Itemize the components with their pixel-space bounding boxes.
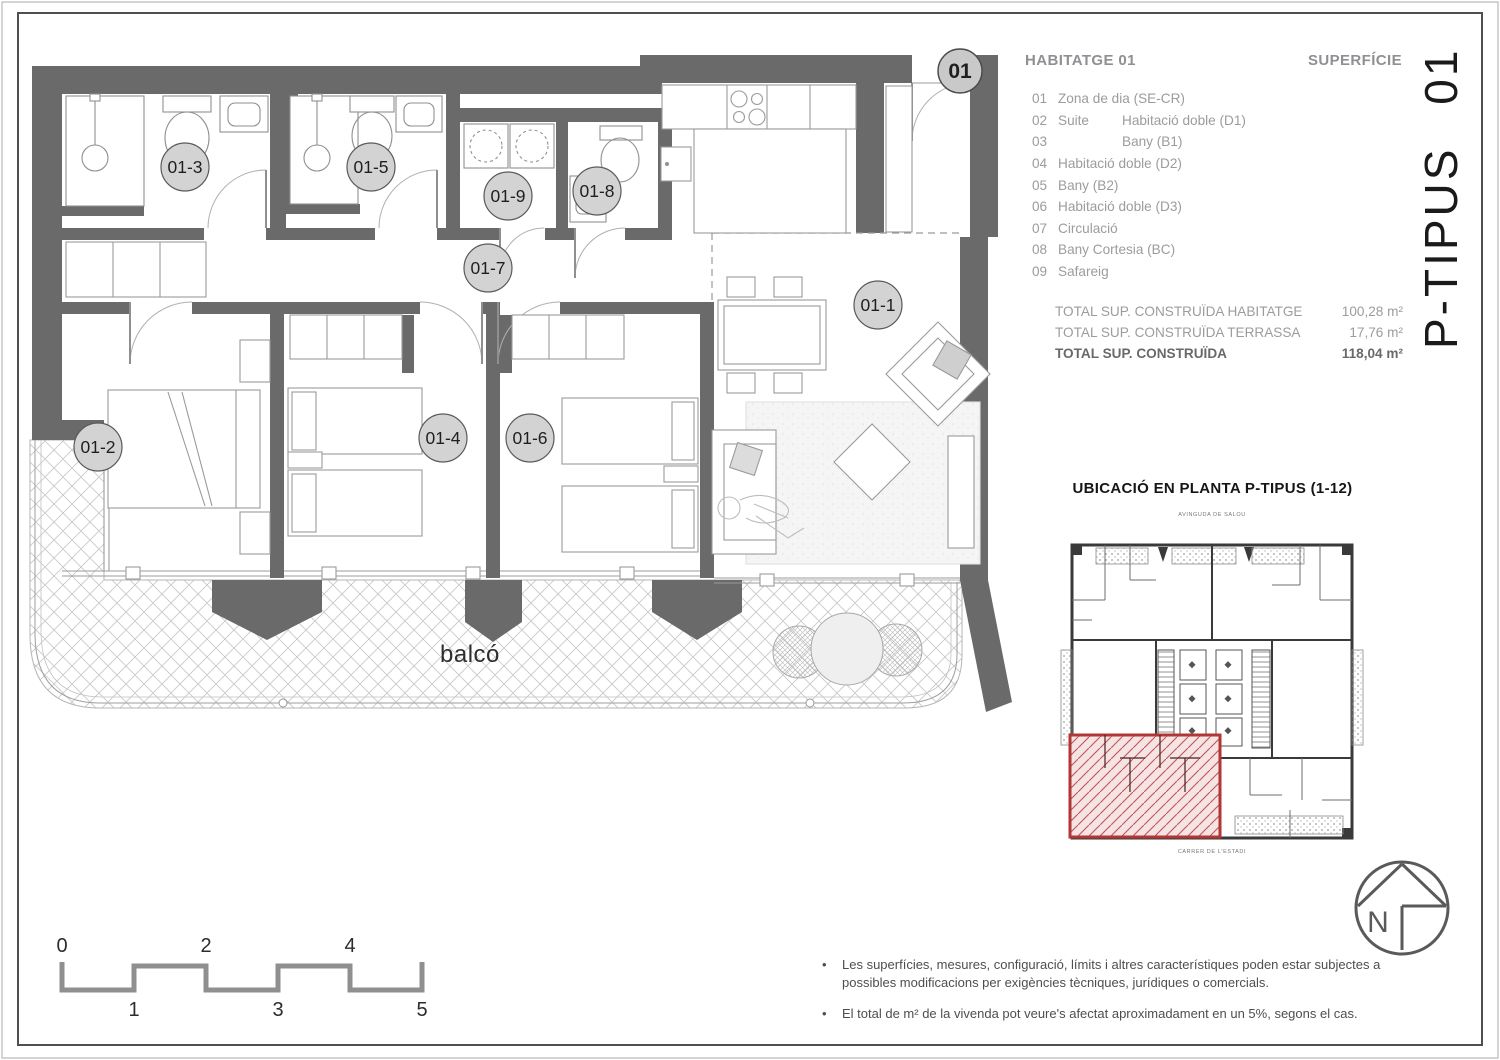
sink-01-5 [396,96,442,132]
balcony-label: balcó [440,641,500,668]
core [1158,650,1270,748]
total-row: TOTAL SUP. CONSTRUÏDA TERRASSA 17,76 m² [1055,325,1403,340]
legend-row: 06 Habitació doble (D3) [1032,199,1182,215]
scale-bar [56,935,427,1021]
room-badge-01-5 [347,143,395,191]
sink-01-3 [220,96,268,132]
toilet-01-5 [350,96,394,112]
living-dining [712,277,990,564]
street-label-bottom: CARRER DE L'ESTADI [1177,849,1247,855]
bed-single [562,398,698,464]
kitchen-counter [662,85,856,129]
svg-text:01-1: 01-1 [860,295,896,315]
bed-double [108,390,260,508]
scale-tick-2: 2 [200,935,212,957]
chair [727,277,755,297]
svg-text:01-6: 01-6 [512,428,548,448]
scale-tick-1: 1 [128,999,140,1021]
sheet-vertical-title: P-TIPUS 01 [1415,47,1467,349]
svg-text:01-7: 01-7 [470,258,506,278]
nightstand [288,452,322,468]
legend-row: 04 Habitació doble (D2) [1032,156,1182,172]
svg-text:01-4: 01-4 [425,428,461,448]
bullet-icon: • [822,957,827,972]
room-badge-01-3 [161,143,209,191]
svg-text:01-2: 01-2 [80,437,116,457]
chair [774,373,802,393]
svg-text:01-5: 01-5 [353,157,389,177]
scale-tick-3: 3 [272,999,284,1021]
entry-closet [886,86,912,232]
bullet-icon: • [822,1005,827,1021]
svg-text:01-8: 01-8 [579,181,615,201]
railing-post [279,699,287,707]
kitchen-island [694,129,846,233]
room-badge-01-2 [74,423,122,471]
location-mini-plan [1061,512,1363,855]
entrance-badge [938,49,982,93]
tv-cabinet [948,436,974,548]
bed-single [288,470,422,536]
room-badge-01-4 [419,414,467,462]
shower-01-5 [290,96,358,204]
furniture [66,242,698,554]
superficie-header: SUPERFÍCIE [1307,52,1402,69]
room-badge-01-8 [573,167,621,215]
bed-single [562,486,698,552]
surface-totals [1055,301,1403,364]
scale-tick-4: 4 [344,935,356,957]
room-legend [1032,88,1402,282]
chair [727,373,755,393]
highlighted-unit [1070,735,1220,837]
note-item: • Les superfícies, mesures, configuració, límits i altres característiques poden estar subjectes a possibles modificacions per exigències tècniques, jurídiques o comercials. [822,957,1381,990]
room-badge-01-6 [506,414,554,462]
legend-header [1025,52,1402,69]
nightstand [240,340,270,382]
total-value: 118,04 m² [1341,346,1403,361]
legend-row: 05 Bany (B2) [1032,177,1119,193]
legend-row: 02 Suite Habitació doble (D1) [1032,112,1246,128]
washer [464,124,508,168]
total-row-grand: TOTAL SUP. CONSTRUÏDA 118,04 m² [1055,346,1403,361]
svg-text:01-3: 01-3 [167,157,203,177]
shower-01-3 [66,96,144,206]
total-value: 17,76 m² [1349,325,1403,340]
room-badge-01-9 [484,172,532,220]
notes [822,956,1418,1036]
room-badge-01-7 [464,244,512,292]
legend-row: 01 Zona de dia (SE-CR) [1032,91,1185,107]
nightstand [664,466,698,482]
scale-tick-5: 5 [416,999,428,1021]
bed-single [288,388,422,454]
total-value: 100,28 m² [1341,304,1403,319]
street-label-top: AVINGUDA DE SALOU [1178,512,1246,518]
chair [774,277,802,297]
location-title: UBICACIÓ EN PLANTA P-TIPUS (1-12) [1072,480,1353,497]
legend-row: 07 Circulació [1032,220,1118,236]
room-badge-01-1 [854,281,902,329]
legend-row: 03 Bany (B1) [1032,134,1183,150]
railing-post [806,699,814,707]
nightstand [240,512,270,554]
wardrobe-01-4 [290,315,402,359]
legend-row: 09 Safareig [1032,264,1109,280]
dining-table [718,300,826,370]
scale-tick-0: 0 [56,935,68,957]
total-row: TOTAL SUP. CONSTRUÏDA HABITATGE 100,28 m² [1055,304,1403,319]
legend-row: 08 Bany Cortesia (BC) [1032,242,1176,258]
legend-title: HABITATGE 01 [1025,52,1136,69]
north-arrow [1356,862,1448,954]
dryer [510,124,554,168]
north-label: N [1367,906,1389,939]
toilet-01-3 [163,96,211,112]
wardrobe-suite [66,242,206,297]
svg-text:01-9: 01-9 [490,186,526,206]
svg-text:01: 01 [948,60,972,83]
note-item: • El total de m² de la vivenda pot veure's afectat aproximadament en un 5%, segons el cas. [822,1005,1358,1021]
wardrobe-01-6 [512,315,624,359]
